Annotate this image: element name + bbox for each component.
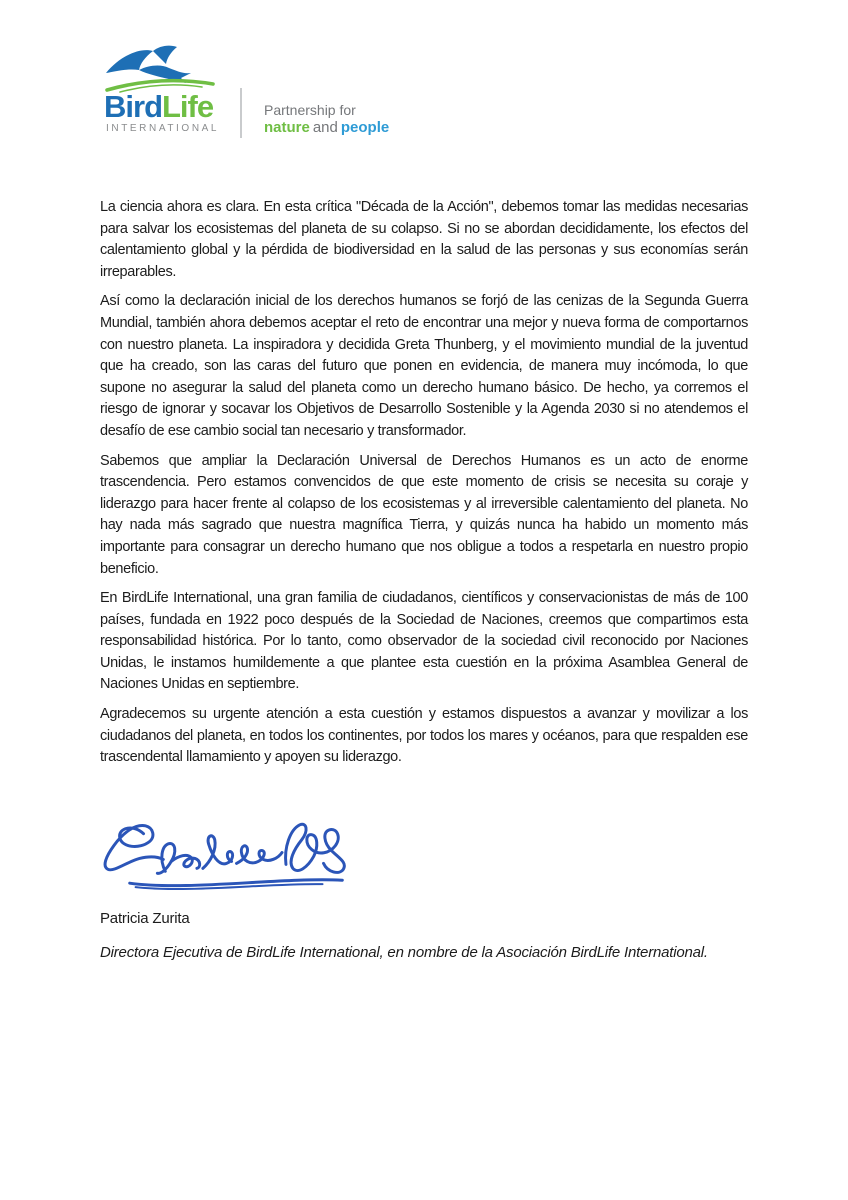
paragraph-2: Así como la declaración inicial de los derechos humanos se forjó de las cenizas de la Segunda Guerra Mundial, también ahora debemos aceptar el reto de encontrar una mejor y nueva forma de comportarnos con nuestro planeta. La inspiradora y decidida Greta Thunberg, y el movimiento mundial de la juventud que ha creado, son las caras del futuro que ponen en evidencia, de manera muy incómoda, lo que supone no asegurar la salud del planeta como un derecho humano básico. De hecho, ya corremos el riesgo de ignorar y socavar los Objetivos de Desarrollo Sostenible y la Agenda 2030 si no atendemos el desafío de ese cambio social tan necesario y transformador. xyxy=(100,293,748,439)
letterhead xyxy=(0,0,848,170)
bird-icon xyxy=(104,44,216,94)
signer-title: Directora Ejecutiva de BirdLife International, en nombre de la Asociación BirdLife International. xyxy=(100,944,708,961)
tagline-line2 xyxy=(264,119,392,136)
letter-body xyxy=(100,197,748,777)
signature-image xyxy=(100,810,372,898)
logo-tagline xyxy=(264,102,392,136)
tagline-word-nature: nature xyxy=(264,119,310,136)
letterhead-divider xyxy=(240,88,242,138)
logo-subtitle: INTERNATIONAL xyxy=(106,123,220,134)
paragraph-3: Sabemos que ampliar la Declaración Universal de Derechos Humanos es un acto de enorme trascendencia. Pero estamos convencidos de que este momento de crisis se necesita su coraje y liderazgo para hacer frente al colapso de los ecosistemas y al irreversible calentamiento del planeta. No hay nada más sagrado que nuestra magnífica Tierra, y quizás nunca ha habido un momento más importante para consagrar un derecho humano que nos obligue a todos a respetarla en nuestro propio beneficio. xyxy=(100,452,748,577)
tagline-word-people: people xyxy=(340,119,390,136)
paragraph-4: En BirdLife International, una gran familia de ciudadanos, científicos y conservacionistas de más de 100 países, fundada en 1922 poco después de la Sociedad de Naciones, creemos que compartimos esta responsabilidad histórica. Por lo tanto, como observador de la sociedad civil reconocido por Naciones Unidas, le instamos humildemente a que plantee esta cuestión en la próxima Asamblea General de Naciones Unidas en septiembre. xyxy=(100,590,748,693)
logo-word-life: Life xyxy=(162,89,214,124)
tagline-line1: Partnership for xyxy=(264,102,356,118)
logo-word-bird: Bird xyxy=(104,89,162,124)
tagline-word-and: and xyxy=(312,119,338,136)
paragraph-1: La ciencia ahora es clara. En esta crítica "Década de la Acción", debemos tomar las medidas necesarias para salvar los ecosistemas del planeta de su colapso. Si no se abordan decididamente, los efectos del calentamiento global y la pérdida de biodiversidad en la salud de las personas y sus economías serán irreparables. xyxy=(100,199,748,280)
signer-name: Patricia Zurita xyxy=(100,910,190,927)
paragraph-5: Agradecemos su urgente atención a esta cuestión y estamos dispuestos a avanzar y movilizar a los ciudadanos del planeta, en todos los continentes, por todos los mares y océanos, para que respalden ese trascendental llamamiento y apoyen su liderazgo. xyxy=(100,706,748,766)
